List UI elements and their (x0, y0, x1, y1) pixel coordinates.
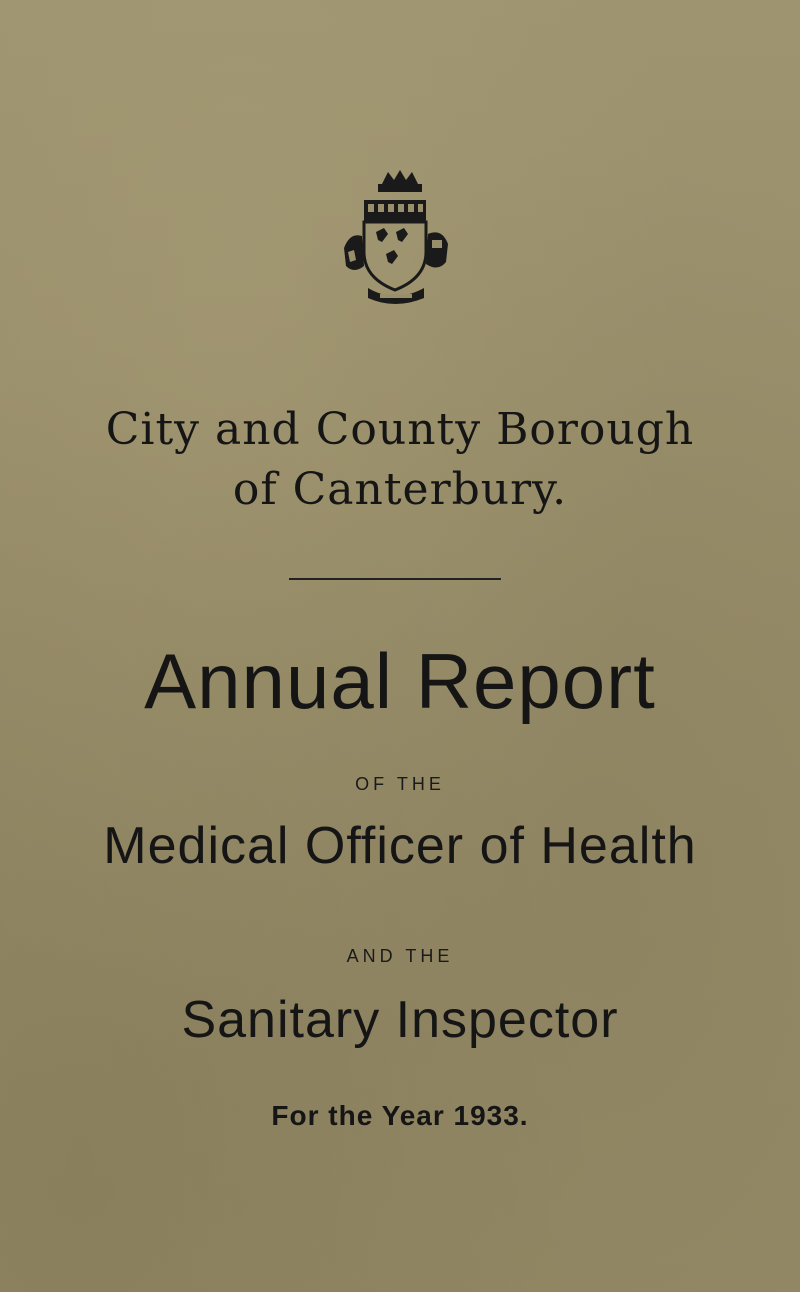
sanitary-inspector-title: Sanitary Inspector (181, 991, 619, 1049)
divider-rule (289, 578, 501, 580)
annual-report-title: Annual Report (144, 637, 656, 725)
of-the-label: OF THE (355, 774, 445, 794)
coat-of-arms-icon (338, 170, 454, 306)
canterbury-heading: of Canterbury. (232, 464, 568, 515)
city-borough-heading: City and County Borough (105, 404, 695, 455)
report-year: For the Year 1933. (271, 1100, 529, 1131)
medical-officer-title: Medical Officer of Health (103, 817, 697, 875)
and-the-label: AND THE (346, 946, 454, 966)
